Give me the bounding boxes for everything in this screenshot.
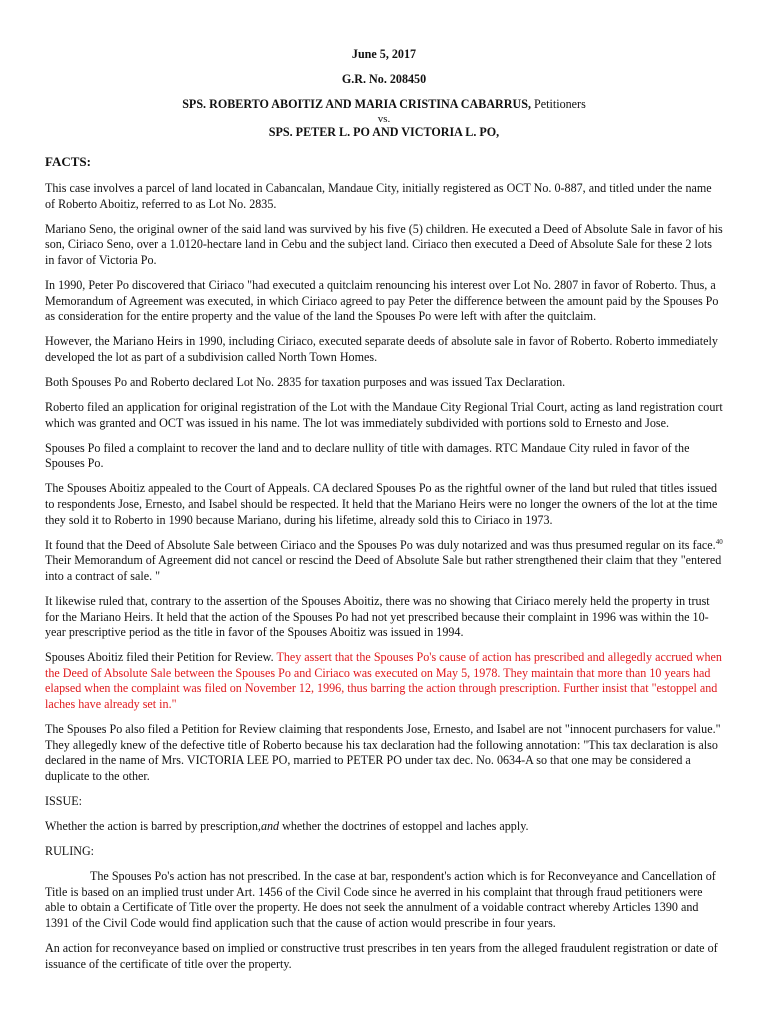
facts-paragraph-9 — [45, 538, 723, 585]
versus-label: vs. — [377, 112, 391, 125]
facts-paragraph-3: In 1990, Peter Po discovered that Ciriaco "had executed a quitclaim renouncing his interest over Lot No. 2807 in favor of Roberto. Thus, a Memorandum of Agreement was executed, in which Ciriaco agreed to pay Peter the difference between the amount paid by the Spouses Po as consideration for the entire property and the value of the land the Spouses Po were left with after the quitclaim. — [45, 277, 719, 324]
respondents-line: SPS. PETER L. PO AND VICTORIA L. PO, — [268, 124, 500, 139]
ruling-paragraph-2: An action for reconveyance based on implied or constructive trust prescribes in ten years from the alleged fraudulent registration or date of issuance of the certificate of title over the property. — [45, 941, 718, 971]
facts-paragraph-12: The Spouses Po also filed a Petition for Review claiming that respondents Jose, Ernesto, and Isabel are not "innocent purchasers for value." They allegedly knew of the defective title of Roberto because his tax declaration had the following annotation: "This tax declaration is also declared in the name of Mrs. VICTORIA LEE PO, married to PETER PO under tax dec. No. 0634-A so that one may be considered a duplicate to the other. — [45, 722, 721, 783]
facts-paragraph-11 — [45, 650, 723, 712]
document-page — [45, 45, 723, 982]
issue-heading: ISSUE: — [45, 793, 82, 808]
facts-paragraph-7: Spouses Po filed a complaint to recover the land and to declare nullity of title with damages. RTC Mandaue City ruled in favor of the Spouses Po. — [45, 440, 690, 471]
decision-date: June 5, 2017 — [351, 47, 417, 61]
facts-paragraph-4: However, the Mariano Heirs in 1990, including Ciriaco, executed separate deeds of absolute sale in favor of Roberto. Roberto immediately developed the lot as part of a subdivision called North Town Homes. — [45, 334, 718, 364]
facts-paragraph-2: Mariano Seno, the original owner of the said land was survived by his five (5) children. He executed a Deed of Absolute Sale in favor of his son, Ciriaco Seno, over a 1.0120-hectare land in Cebu and the subject land. Ciriaco then executed a Deed of Absolute Sale for these 2 lots in favor of Victoria Po. — [45, 221, 723, 267]
highlighted-argument: They assert that the Spouses Po's cause of action has prescribed and allegedly accrued when the Deed of Absolute Sale between the Spouses Po and Ciriaco was executed on May 5, 1978. They maintain that more than 10 years had elapsed when the complaint was filed on November 12, 1996, thus barring the action through prescription. Further insist that "estoppel and laches have already set in." — [45, 650, 722, 711]
petitioners-role: Petitioners — [534, 97, 586, 112]
issue-text-emphasis: and — [260, 819, 280, 834]
ruling-heading: RULING: — [45, 844, 95, 859]
issue-text — [45, 819, 723, 835]
facts-paragraph-9-part-b: Their Memorandum of Agreement did not cancel or rescind the Deed of Absolute Sale but rather strengthened their claim that they "entered into a contract of sale. " — [45, 553, 722, 583]
ruling-paragraph-1: The Spouses Po's action has not prescribed. In the case at bar, respondent's action which is for Reconveyance and Cancellation of Title is based on an implied trust under Art. 1456 of the Civil Code since he averred in his complaint that through fraud petitioners were able to obtain a Certificate of Title over the property. He does not seek the annulment of a voidable contract whereby Articles 1390 and 1391 of the Civil Code would find application such that the cause of action would prescribe in four years. — [45, 869, 716, 931]
gr-number: G.R. No. 208450 — [341, 71, 427, 86]
facts-paragraph-6: Roberto filed an application for original registration of the Lot with the Mandaue City Regional Trial Court, acting as land registration court which was granted and OCT was issued in his name. The lot was immediately subdivided with portions sold to Ernesto and Jose. — [45, 400, 723, 430]
issue-text-part-b: whether the doctrines of estoppel and laches apply. — [279, 819, 529, 834]
petitioners-line — [45, 97, 723, 113]
facts-paragraph-1: This case involves a parcel of land located in Cabancalan, Mandaue City, initially registered as OCT No. 0-887, and titled under the name of Roberto Aboitiz, referred to as Lot No. 2835. — [45, 180, 712, 211]
facts-paragraph-10: It likewise ruled that, contrary to the assertion of the Spouses Aboitiz, there was no showing that Ciriaco merely held the property in trust for the Mariano Heirs. It held that the action of the Spouses Po had not yet prescribed because their complaint in 1996 was within the 10-year prescriptive period as the title in favor of the Spouses Aboitiz was issued in 1994. — [45, 593, 710, 640]
facts-paragraph-8: The Spouses Aboitiz appealed to the Court of Appeals. CA declared Spouses Po as the rightful owner of the land but ruled that titles issued to respondents Jose, Ernesto, and Isabel should be respected. It held that the Mariano Heirs were no longer the owners of the lot at the time they sold it to Roberto in 1990 because Mariano, during his lifetime, already sold this to Ciriaco in 1973. — [45, 481, 718, 527]
petitioners-name: SPS. ROBERTO ABOITIZ AND MARIA CRISTINA CABARRUS, — [182, 97, 532, 112]
facts-paragraph-5: Both Spouses Po and Roberto declared Lot No. 2835 for taxation purposes and was issued Tax Declaration. — [45, 374, 566, 389]
issue-text-part-a: Whether the action is barred by prescription, — [45, 819, 261, 834]
facts-heading: FACTS: — [45, 154, 91, 170]
facts-paragraph-9-part-a: It found that the Deed of Absolute Sale between Ciriaco and the Spouses Po was duly notarized and was thus presumed regular on its face. — [45, 537, 716, 552]
footnote-marker: 40 — [715, 537, 723, 546]
facts-paragraph-11-plain: Spouses Aboitiz filed their Petition for Review. — [45, 650, 277, 665]
